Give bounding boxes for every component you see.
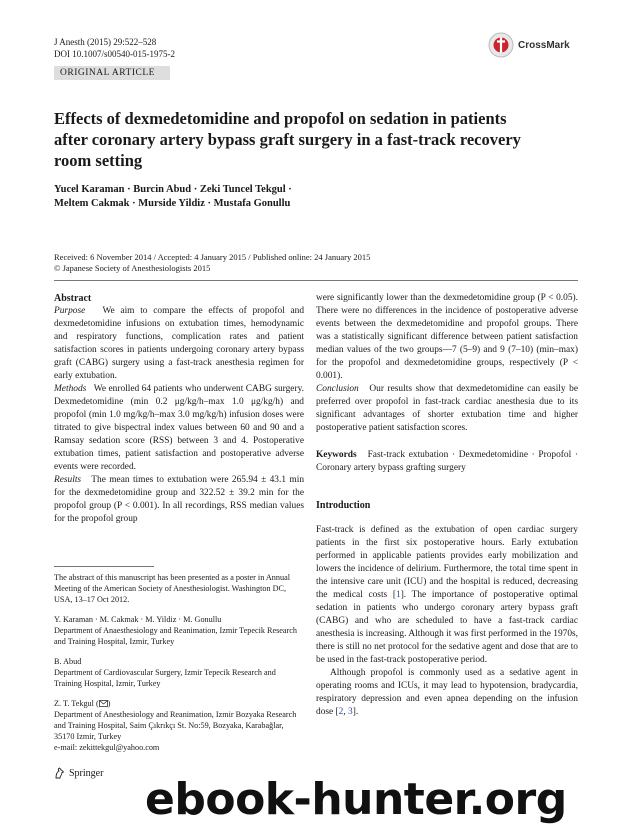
springer-logo xyxy=(54,767,103,779)
article-title: Effects of dexmedetomidine and propofol on sedation in patients after coronary artery bypass graft surgery in a fast-track recovery room setting xyxy=(54,109,521,170)
results-label: Results xyxy=(54,475,82,485)
abstract-heading: Abstract xyxy=(54,293,92,304)
poster-note: The abstract of this manuscript has been presented as a poster in Annual Meeting of the American Society of Anesthesiologist. Washington DC, USA, 13–17 Oct 2012. xyxy=(54,573,291,604)
ref-separator: , xyxy=(343,707,349,717)
affiliation-names: B. Abud xyxy=(54,657,82,666)
intro-text: Although propofol is commonly used as a sedative agent in operating rooms and ICUs, it may lead to hypotension, bradycardia, respiratory depression and even apnea depending on the infusion dose [ xyxy=(316,668,578,717)
author-line: Meltem Cakmak · Murside Yildiz · Mustafa Gonullu xyxy=(54,198,291,209)
doi-line[interactable]: DOI 10.1007/s00540-015-1975-2 xyxy=(54,49,175,59)
affiliation-block xyxy=(54,614,304,647)
introduction-body xyxy=(316,524,578,719)
affiliation-text: Department of Anaesthesiology and Reanimation, Izmir Tepecik Research and Training Hospital, Izmir, Turkey xyxy=(54,626,298,646)
introduction-heading: Introduction xyxy=(316,500,371,511)
intro-paragraph xyxy=(316,667,578,719)
methods-label: Methods xyxy=(54,384,87,394)
abstract-results-continued: were significantly lower than the dexmedetomidine group (P < 0.05). There were no differences in the incidence of postoperative adverse events between the dexmedetomidine and propofol groups. There was a statistically significant difference between patient satisfaction median values of the two groups—7 (5–9) and 9 (7–10) (min–max) for the propofol and dexmedetomidine groups, respectively (P < 0.001). xyxy=(316,293,578,381)
publisher-name: Springer xyxy=(69,767,104,779)
footnotes xyxy=(54,572,304,762)
dates-line: Received: 6 November 2014 / Accepted: 4 January 2015 / Published online: 24 January 2015 xyxy=(54,252,371,262)
conclusion-label: Conclusion xyxy=(316,384,359,394)
footnote-divider xyxy=(54,566,154,567)
reference-link[interactable]: 1 xyxy=(396,590,401,600)
affiliation-names: Z. T. Tekgul xyxy=(54,699,94,708)
article-type-label: ORIGINAL ARTICLE xyxy=(54,66,170,80)
header-divider xyxy=(54,280,578,281)
intro-text: ]. xyxy=(352,707,359,717)
abstract-left-column xyxy=(54,292,304,526)
affiliation-names: Y. Karaman · M. Cakmak · M. Yildiz · M. Gonullu xyxy=(54,615,222,624)
intro-text: ]. The importance of postoperative optimal sedation in patients who undergo coronary artery bypass graft (CABG) and who are scheduled to have a fast-track cardiac anesthesia is increasing. Although it was first performed in the 1970s, there is still no net protocol for the sedative agent and dose that are to be used in the fast-track postoperative period. xyxy=(316,590,579,665)
envelope-icon[interactable]: ( ) xyxy=(95,699,111,708)
results-text: The mean times to extubation were 265.94 ± 43.1 min for the dexmedetomidine group and 322.52 ± 39.2 min for the propofol group (P < 0.001). In all recordings, RSS median values for the propofol group xyxy=(54,475,305,524)
author-list xyxy=(54,183,414,211)
right-column xyxy=(316,292,578,719)
conclusion-text: Our results show that dexmedetomidine can easily be preferred over propofol in fast-track cardiac anesthesia due to its significant advantages of shorter extubation time and higher postoperative patient satisfaction scores. xyxy=(316,384,578,433)
journal-citation xyxy=(54,36,175,60)
author-line: Yucel Karaman · Burcin Abud · Zeki Tuncel Tekgul · xyxy=(54,184,292,195)
crossmark-badge[interactable] xyxy=(488,32,570,58)
purpose-text: We aim to compare the effects of propofol and dexmedetomidine infusions on extubation times, hemodynamic and respiratory functions, complication rates and patient satisfaction scores in patients undergoing coronary artery bypass graft (CABG) surgery using a fast-track anesthesia regimen for early extubation. xyxy=(54,306,305,381)
abstract-results xyxy=(54,474,304,526)
affiliation-block xyxy=(54,656,304,689)
journal-line: J Anesth (2015) 29:522–528 xyxy=(54,37,157,47)
reference-link[interactable]: 3 xyxy=(348,707,353,717)
copyright-line: © Japanese Society of Anesthesiologists 2015 xyxy=(54,263,211,273)
abstract-conclusion xyxy=(316,383,578,435)
intro-text: Fast-track is defined as the extubation of open cardiac surgery patients in the first six postoperative hours. Early extubation performed in applicable patients provides early mobilization and lowers the incidence of delirium. Furthermore, the total time spent in the intensive care unit (ICU) and the hospital is reduced, decreasing the medical costs [ xyxy=(316,525,578,600)
keywords-text: Fast-track extubation · Dexmedetomidine · Propofol · Coronary artery bypass grafting surgery xyxy=(316,450,578,473)
purpose-label: Purpose xyxy=(54,306,86,316)
affiliation-text: Department of Cardiovascular Surgery, Izmir Tepecik Research and Training Hospital, Izmir, Turkey xyxy=(54,668,276,688)
methods-text: We enrolled 64 patients who underwent CABG surgery. Dexmedetomidine (min 0.2 μg/kg/h–max 1.0 μg/kg/h) and propofol (min 1.0 mg/kg/h–max 3.0 mg/kg/h) infusion doses were titrated to give bispectral index values between 60 and 90 and a Ramsay sedation score (RSS) between 3 and 4. Postoperative extubation times, patient satisfaction and postoperative adverse events were recorded. xyxy=(54,384,305,472)
intro-paragraph xyxy=(316,524,578,667)
keywords-heading: Keywords xyxy=(316,450,357,460)
springer-horse-icon xyxy=(54,767,65,779)
email-link[interactable]: e-mail: zekittekgul@yahoo.com xyxy=(54,743,160,752)
crossmark-icon xyxy=(488,32,514,58)
affiliation-block xyxy=(54,698,304,753)
crossmark-label: CrossMark xyxy=(518,39,570,51)
keywords xyxy=(316,449,578,475)
affiliation-text: Department of Anesthesiology and Reanimation, Izmir Bozyaka Research and Training Hospital, Saim Çıkrıkçı St. No:59, Bozyaka, Karabağlar, 35170 Izmir, Turkey xyxy=(54,710,297,741)
publication-dates xyxy=(54,252,554,274)
reference-link[interactable]: 2 xyxy=(338,707,344,717)
watermark-text: ebook-hunter.org xyxy=(145,774,567,825)
abstract-methods xyxy=(54,383,304,474)
abstract-purpose xyxy=(54,305,304,383)
